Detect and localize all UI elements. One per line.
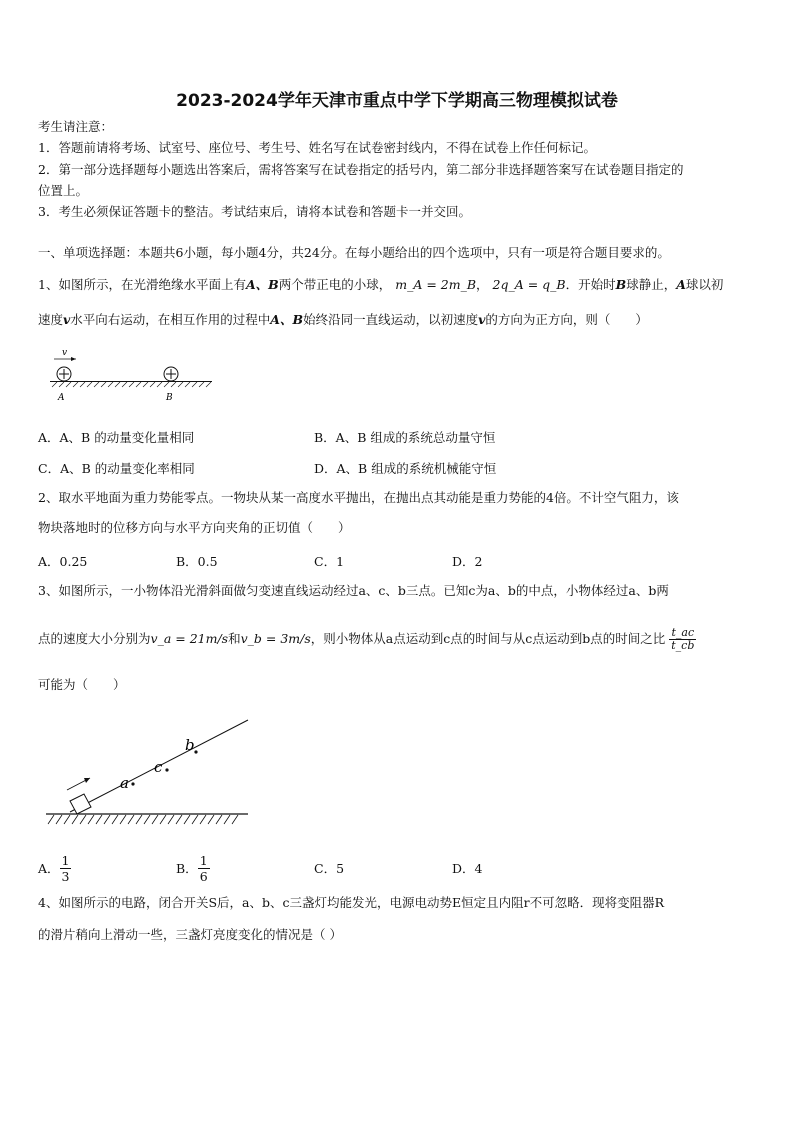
q3-line3: 可能为（ ） (38, 677, 126, 692)
notice-heading: 考生请注意： (38, 119, 114, 134)
section-heading: 一、单项选择题：本题共6小题，每小题4分，共24分。在每小题给出的四个选项中，只有一项是符合题目要求的。 (38, 245, 670, 260)
notice-item-2-cont: 位置上。 (38, 183, 89, 198)
q1-line1: 1、如图所示，在光滑绝缘水平面上有A、B两个带正电的小球， m_A = 2m_B， 2q_A = q_B．开始时B球静止，A球以初 (38, 277, 724, 292)
q4-line2: 的滑片稍向上滑动一些，三盏灯亮度变化的情况是（ ） (38, 927, 342, 942)
q3-ground-hatch (48, 815, 238, 824)
q3-line2: 点的速度大小分别为v_a = 21m/s和v_b = 3m/s，则小物体从a点运动到c点的时间与从c点运动到b点的时间之比 $\frac{t\_ac}{t\_cb}$ (38, 626, 695, 652)
notice-item-2: 2．第一部分选择题每小题选出答案后，需将答案写在试卷指定的括号内，第二部分非选择题答案写在试卷题目指定的 (38, 162, 684, 177)
q3-option-a[interactable]: A． $\frac{1}{3}$ (38, 852, 70, 884)
q3-point-a (131, 782, 134, 785)
q2-option-b[interactable]: B．0.5 (176, 554, 218, 569)
q3-block (70, 794, 91, 814)
q3-va: v_a = 21m/s (150, 631, 229, 646)
q2-option-c[interactable]: C．1 (314, 554, 345, 569)
q1-figure (40, 344, 220, 404)
q3-fig-a-label: a (120, 774, 129, 792)
q1-charge-equation: 2q_A = q_B (492, 277, 566, 292)
q3-option-c[interactable]: C．5 (314, 861, 345, 876)
q3-fig-b-label: b (185, 736, 195, 754)
q1-option-c[interactable]: C．A、B 的动量变化率相同 (38, 461, 195, 476)
q1-mass-equation: m_A = 2m_B (395, 277, 477, 292)
q1-line2: 速度v水平向右运动，在相互作用的过程中A、B始终沿同一直线运动，以初速度v的方向为正方向，则（ ） (38, 312, 648, 327)
q1-fig-v-label: v (62, 348, 68, 358)
notice-item-1: 1．答题前请将考场、试室号、座位号、考生号、姓名写在试卷密封线内，不得在试卷上作任何标记。 (38, 140, 596, 155)
q3-point-c (165, 768, 168, 771)
q2-line2: 物块落地时的位移方向与水平方向夹角的正切值（ ） (38, 520, 351, 535)
notice-item-3: 3．考生必须保证答题卡的整洁。考试结束后，请将本试卷和答题卡一并交回。 (38, 204, 471, 219)
q3-fig-c-label: c (154, 758, 163, 776)
q3-time-ratio-fraction: $\frac{t\_ac}{t\_cb}$ (671, 626, 695, 652)
q1-option-d[interactable]: D．A、B 组成的系统机械能守恒 (314, 461, 497, 476)
q1-fig-a-label: A (58, 393, 65, 403)
q1-ground-hatch (52, 382, 211, 387)
q1-fig-b-label: B (166, 393, 173, 403)
page-title: 2023-2024学年天津市重点中学下学期高三物理模拟试卷 (176, 91, 618, 111)
q4-line1: 4、如图所示的电路，闭合开关S后，a、b、c三盏灯均能发光，电源电动势E恒定且内阻r不可忽略．现将变阻器R (38, 895, 664, 910)
q3-figure (42, 710, 262, 830)
q1-option-a[interactable]: A．A、B 的动量变化量相同 (38, 430, 195, 445)
q3-line1: 3、如图所示，一小物体沿光滑斜面做匀变速直线运动经过a、c、b三点。已知c为a、b的中点，小物体经过a、b两 (38, 583, 669, 598)
q3-option-d[interactable]: D．4 (452, 861, 483, 876)
q3-option-b[interactable]: B． $\frac{1}{6}$ (176, 852, 208, 884)
q2-line1: 2、取水平地面为重力势能零点。一物块从某一高度水平抛出，在抛出点其动能是重力势能的4倍。不计空气阻力，该 (38, 490, 679, 505)
q1-option-b[interactable]: B．A、B 组成的系统总动量守恒 (314, 430, 496, 445)
q2-option-a[interactable]: A．0.25 (38, 554, 88, 569)
q2-option-d[interactable]: D．2 (452, 554, 483, 569)
q3-point-b (194, 750, 197, 753)
q3-vb: v_b = 3m/s (240, 631, 311, 646)
